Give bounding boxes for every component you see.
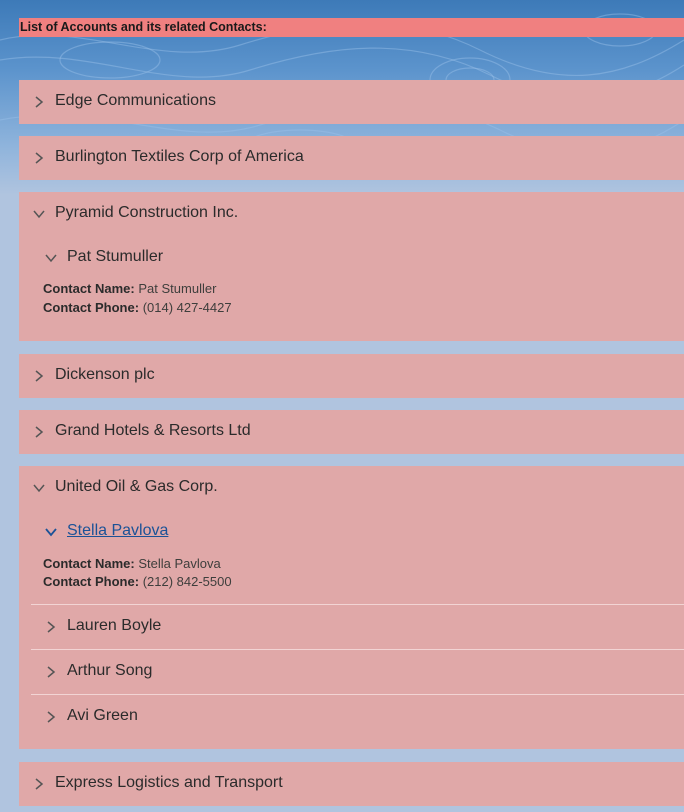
contact-name-title[interactable]: Stella Pavlova xyxy=(67,522,169,539)
account-header-united-oil[interactable] xyxy=(19,466,684,510)
contact-name-label: Contact Name: xyxy=(43,556,135,571)
account-header-grand-hotels[interactable] xyxy=(19,410,684,454)
chevron-down-icon xyxy=(33,482,45,494)
account-name: Grand Hotels & Resorts Ltd xyxy=(55,422,251,439)
contact-name-title: Arthur Song xyxy=(67,662,153,679)
contact-phone-value: (014) 427-4427 xyxy=(142,300,232,315)
chevron-right-icon xyxy=(45,666,57,678)
chevron-down-icon xyxy=(33,208,45,220)
account-card xyxy=(19,762,684,806)
chevron-right-icon xyxy=(33,778,45,790)
contact-phone-detail xyxy=(43,574,232,589)
chevron-right-icon xyxy=(33,96,45,108)
account-card xyxy=(19,80,684,124)
contact-phone-value: (212) 842-5500 xyxy=(142,574,232,589)
contact-name-detail xyxy=(43,281,216,296)
account-header-dickenson[interactable] xyxy=(19,354,684,398)
contact-phone-detail xyxy=(43,300,232,315)
contact-name-title: Pat Stumuller xyxy=(67,248,164,265)
account-header-burlington-textiles[interactable] xyxy=(19,136,684,180)
chevron-right-icon xyxy=(33,370,45,382)
contact-phone-label: Contact Phone: xyxy=(43,574,140,589)
account-card xyxy=(19,136,684,180)
contact-name-detail xyxy=(43,556,221,571)
chevron-down-icon xyxy=(45,252,57,264)
contact-name-title: Lauren Boyle xyxy=(67,617,162,634)
contact-header-arthur-song[interactable] xyxy=(31,650,684,694)
page-title: List of Accounts and its related Contacts: xyxy=(19,18,684,37)
chevron-right-icon xyxy=(33,426,45,438)
account-name: Burlington Textiles Corp of America xyxy=(55,148,304,165)
account-name: United Oil & Gas Corp. xyxy=(55,478,218,495)
account-name: Pyramid Construction Inc. xyxy=(55,204,239,221)
account-card xyxy=(19,354,684,398)
account-header-express-logistics[interactable] xyxy=(19,762,684,806)
account-header-edge-communications[interactable] xyxy=(19,80,684,124)
account-card xyxy=(19,410,684,454)
contact-name-title: Avi Green xyxy=(67,707,138,724)
account-name: Edge Communications xyxy=(55,92,216,109)
chevron-right-icon xyxy=(33,152,45,164)
contact-name-value: Stella Pavlova xyxy=(138,556,221,571)
contact-header-avi-green[interactable] xyxy=(31,695,684,739)
account-header-pyramid-construction[interactable] xyxy=(19,192,684,236)
account-name: Express Logistics and Transport xyxy=(55,774,283,791)
contact-header-lauren-boyle[interactable] xyxy=(31,605,684,649)
contact-name-label: Contact Name: xyxy=(43,281,135,296)
contact-name-value: Pat Stumuller xyxy=(138,281,217,296)
chevron-right-icon xyxy=(45,711,57,723)
contact-phone-label: Contact Phone: xyxy=(43,300,140,315)
account-name: Dickenson plc xyxy=(55,366,155,383)
chevron-down-icon xyxy=(45,526,57,538)
contact-header-pat-stumuller[interactable] xyxy=(31,236,684,280)
contact-header-stella-pavlova[interactable] xyxy=(31,510,684,554)
account-card xyxy=(19,192,684,341)
chevron-right-icon xyxy=(45,621,57,633)
account-card xyxy=(19,466,684,749)
